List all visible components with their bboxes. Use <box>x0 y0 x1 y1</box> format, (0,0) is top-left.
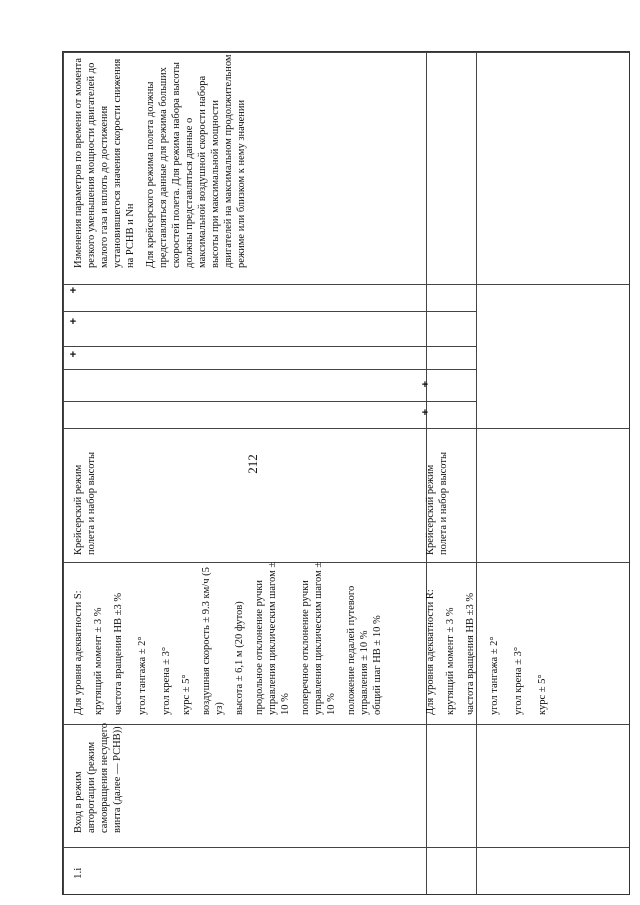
criterion-s-torque: крутящий момент ± 3 % <box>93 607 104 715</box>
row-sep-number <box>63 847 629 848</box>
criterion-s-longitudinal: продольное отклонение ручки управления циклическим шагом ± 10 % <box>254 561 291 715</box>
row-number: 1.i <box>72 867 84 879</box>
row-sep-title <box>63 724 629 725</box>
criterion-s-rotor-rpm: частота вращения НВ ±3 % <box>113 592 124 715</box>
row-sep-marks-4 <box>63 401 477 402</box>
criterion-s-pedals: положение педалей путевого управления ± 10 % <box>346 585 370 715</box>
criteria-r-heading: Для уровня адекватности R: <box>425 589 436 715</box>
row-sep-marks-3 <box>63 369 477 370</box>
row-title-text: Вход в режим авторотации (режим самовращения несущего винта (далее — РСНВ)) <box>73 722 123 833</box>
criterion-s-heading: курс ± 5° <box>181 674 192 715</box>
row-sep-marks-1 <box>63 311 477 312</box>
condition-s <box>72 435 98 555</box>
mark-s-1: + <box>69 349 77 361</box>
row-sep-marks-2 <box>63 346 477 347</box>
row-sep-condition <box>63 428 629 429</box>
criterion-r-rotor-rpm: частота вращения НВ ±3 % <box>465 592 476 715</box>
note-1: Изменения параметров по времени от момента резкого уменьшения мощности двигателей до малого газа и вплоть до достижения установившегося значения скорости снижения на РСНВ и Nн <box>73 57 136 268</box>
criterion-s-altitude: высота ± 6,1 м (20 футов) <box>234 601 245 715</box>
page-number: 212 <box>245 454 260 474</box>
criterion-r-torque: крутящий момент ± 3 % <box>445 607 456 715</box>
mark-r-2: + <box>421 379 429 391</box>
condition-r <box>424 435 450 555</box>
condition-r-text: Крейсерский режим полета и набор высоты <box>425 451 449 555</box>
notes <box>72 53 248 268</box>
row-sep-notes <box>63 284 629 285</box>
mark-s-2: + <box>69 316 77 328</box>
row-title <box>72 721 124 833</box>
criteria-r <box>424 557 549 715</box>
criterion-r-heading: курс ± 5° <box>537 674 548 715</box>
criterion-r-roll: угол крена ± 3° <box>513 646 524 715</box>
criterion-s-pitch: угол тангажа ± 2° <box>137 636 148 715</box>
col-sep-3 <box>476 52 477 894</box>
criteria-s-heading: Для уровня адекватности S: <box>73 590 84 715</box>
note-2: Для крейсерского режима полета должны представляться данные для режима больших скоростей полета. Для режима набора высоты должны представляться данные о максимальной воздушной скорости набора высоты при максимальной мощности двигателей на максимальном продолжительном режиме или близком к нему значении <box>145 54 247 268</box>
criterion-s-lateral: поперечное отклонение ручки управления циклическим шагом ± 10 % <box>300 561 337 715</box>
col-sep-1 <box>63 52 64 894</box>
criterion-r-pitch: угол тангажа ± 2° <box>489 636 500 715</box>
criterion-s-airspeed: воздушная скорость ± 9.3 км/ч (5 уз) <box>201 567 225 715</box>
criteria-s <box>72 557 384 715</box>
condition-s-text: Крейсерский режим полета и набор высоты <box>73 451 97 555</box>
mark-r-1: + <box>421 407 429 419</box>
mark-s-3: + <box>69 285 77 297</box>
criterion-s-roll: угол крена ± 3° <box>161 646 172 715</box>
criterion-s-collective: общий шаг НВ ± 10 % <box>372 615 383 715</box>
